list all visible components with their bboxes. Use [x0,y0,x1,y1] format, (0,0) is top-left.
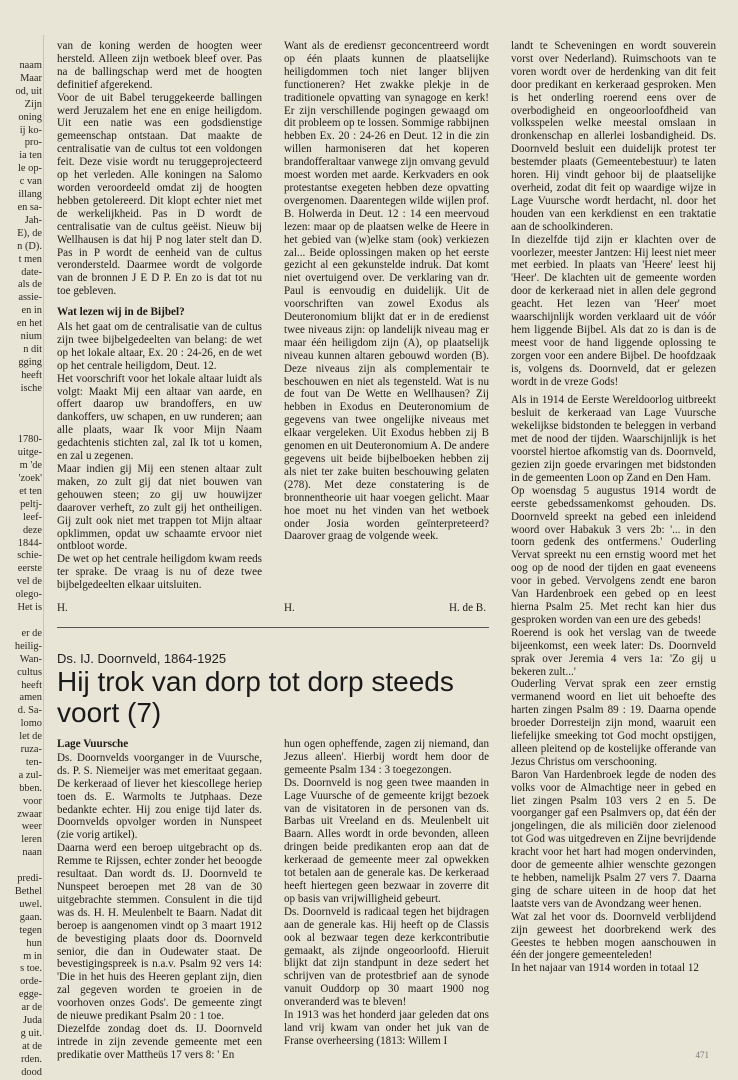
paragraph: Roerend is ook het verslag van de tweede bijeenkomst, een week later: Ds. Doornveld sprak over Jeremia 4 vers 1a: 'Zo gij u bekeren zult...' [511,626,716,678]
margin-fragment: ia ten [19,150,42,162]
paragraph: landt te Scheveningen en wordt souverein vorst over Nederland). Ruimschoots van te voren wordt over de herdenking van dit feit door predikant en kerkeraad gesproken. Men is het onderling roerend eens over de overbodigheid en ongeoorloofdheid van volksspelen welke meestal omslaan in dronkenschap en allerlei losbandigheid. Ds. Doornveld besluit een duidelijk protest ter bestemder plaats (Gemeentebestuur) te laten horen. Hij vindt gehoor bij de plaatselijke overheid, zodat dit feit op waardige wijze in Lage Vuursche wordt herdacht, nl. door het houden van een kerkdienst en een traktatie aan de schoolkinderen. [511,40,716,233]
margin-fragment: date- [21,266,42,278]
paragraph: In het najaar van 1914 worden in totaal 12 [511,962,699,975]
margin-fragment: Jah- [24,214,42,226]
left-margin-text [0,60,42,1078]
paragraph: De wet op het centrale heiligdom kwam reeds ter sprake. De vraag is nu of deze twee bijbelgedeelten elkaar uitsluiten. [57,553,262,592]
paragraph: Daarna werd een beroep uitgebracht op ds. Remme te Rijssen, echter zonder het beoogde resultaat. Dan wordt ds. IJ. Doornveld te Nunspeet beroepen met 28 van de 30 uitgebrachte stemmen. Consulent in die tijd was ds. H. H. Meulenbelt te Baarn. Nadat dit beroep is aangenomen vindt op 3 maart 1912 de bevestiging plaats door ds. Doornveld senior, die dan in Oudewater staat. De bevestigingspreek is n.a.v. Psalm 92 vers 14: 'Die in het huis des Heeren geplant zijn, dien zal gegeven worden te groeien in de voorhoven onzes Gods'. De gemeente zingt de nieuwe predikant Psalm 20 : 1 toe. [57,842,262,1023]
margin-fragment: naam [19,60,42,71]
signature-author: H. de B. [449,602,486,614]
margin-fragment: peltj- [20,498,42,510]
paragraph: Het voorschrift voor het lokale altaar luidt als volgt: Maakt Mij een altaar van aarde, en offert daarop uw brandoffers, en uw dankoffers, uw schapen, en uw runderen; aan alle plaats, waar Ik voor Mijn Naam gedachtenis stichten zal, zal Ik tot u komen, en zal u zegenen. [57,372,262,463]
paragraph: Als in 1914 de Eerste Wereldoorlog uitbreekt besluit de kerkeraad van Lage Vuursche wekelijkse bidstonden te beleggen in verband met de nood der tijden. Waarschijnlijk is het voorstel hiertoe afkomstig van ds. Doornveld, gezien zijn goede ervaringen met bidstonden in de gemeenten Loon op Zand en Den Ham. [511,394,716,484]
margin-fragment: en sa- [17,201,42,213]
margin-fragment: lomo [20,718,42,730]
margin-fragment: amen [19,692,42,704]
top-column-2 [284,40,489,575]
article-subtitle: Ds. IJ. Doornveld, 1864-1925 [57,651,227,666]
margin-fragment: weer [21,821,42,833]
margin-fragment: zwaar [17,808,42,820]
margin-fragment: eerste [17,563,42,575]
margin-fragment: s toe. [20,963,42,975]
margin-fragment: orde- [20,976,42,988]
paragraph: Op woensdag 5 augustus 1914 wordt de eerste gebedssamenkomst gehouden. Ds. Doornveld spreekt na gebed een inleidend woord over Habakuk 3 vers 2b: '... in den toorn gedenk des ontfermens.' Ouderling Vervat spreekt nu een ernstig woord met het oog op de nood der tijden en gaat eveneens voor in gebed. Vervolgens zendt ene baron Van Hardenbroek een gebed op en leest hierna Psalm 25. Met recht kan hier dus gesproken worden van een ure des gebeds! [511,484,716,626]
margin-fragment: Juda [22,1015,42,1027]
margin-fragment: 'zoek' [18,473,42,484]
paragraph: Want als de erediensт geconcentreerd wordt op één plaats kunnen de plaatselijke heiligdommen toch niet langer blijven functioneren? Het zwakke plekje in de traditionele opvatting van synagoge en kerk! Er zijn verschillende pogingen gewaagd om dit probleem op te lossen. Sommige rabbijnen hebben Ex. 20 : 24-26 en Deut. 12 in die zin willen harmoniseren dat het koperen brandofferaltaar vanwege zijn omvang gevuld moest worden met aarde. Kerkvaders en ook protestantse exegeten hebben deze opvatting overgenomen. Daarentegen wilde wijlen prof. B. Holwerda in Deut. 12 : 14 een meervoud lezen: maar op de plaatsen welke de Heere in het gebied van (w)elke stam (ook) verkiezen zal... Beide oplossingen maken op het eerste gezicht al een gekunstelde indruk. Dat komt niet overtuigend over. De verklaring van dr. Paul is eenvoudig en duidelijk. Uit de voorschriften van zowel Exodus als Deuteronomium blijkt dat er in de eredienst twee niveaus zijn: op landelijk niveau mag er maar één heiligdom zijn (A), op plaatselijk niveau kunnen altaren gebouwd worden (B). Deze niveaus zijn als complementair te beschouwen en niet als tegensteld. Wat is nu de fout van De Wette en Wellhausen? Zij hebben in Exodus en Deuteronomium de gegevens van twee ongelijke niveaus met elkaar vergeleken. Uit Exodus hebben zij B genomen en uit Deuteronomium A. De andere gegevens uit beide bijbelboeken hebben zij als niet ter zake buiten beschouwing gelaten (278). Met deze constatering is de bronnentheorie uit haar voegen gelicht. Maar hoe moet nu het vinden van het wetboek onder Josia worden geïnterpreteerd? Daarover graag de volgende week. [284,40,489,543]
page-gutter [43,35,44,1035]
paragraph: hun ogen opheffende, zagen zij niemand, dan Jezus alleen'. Hierbij wordt hem door de gemeente Psalm 134 : 3 toegezongen. [284,738,489,776]
margin-fragment: predi- [17,873,42,885]
margin-fragment: heeft [21,679,42,691]
margin-fragment: E), de [17,227,42,239]
article-column-2 [284,738,489,1047]
margin-fragment: hun [26,937,42,949]
margin-fragment: rden. [20,1053,42,1065]
margin-fragment: vel de [16,576,42,588]
paragraph: Diezelfde zondag doet ds. IJ. Doornveld intrede in zijn zevende gemeente met een predikatie over Mattheüs 17 vers 8: ' En [57,1022,262,1061]
margin-fragment: od, uit [15,85,42,97]
margin-fragment [0,421,42,434]
paragraph: Wat zal het voor ds. Doornveld verblijdend zijn geweest het doorbrekend werk des Geestes te hebben mogen aanschouwen in één der jongere gemeenteleden! [511,910,716,962]
margin-fragment: ruza- [20,744,42,756]
right-column [511,40,716,1030]
article-column-1 [57,738,262,1061]
margin-fragment: n (D). [17,240,42,252]
margin-fragment: bben. [19,782,42,794]
margin-fragment: Bethel [14,886,42,897]
margin-fragment: heeft [21,369,42,381]
margin-fragment [0,860,42,873]
paragraph: Maar indien gij Mij een stenen altaar zult maken, zo zult gij dat niet bouwen van gehouwen steen; zo gij uw houwijzer daarover verheft, zo zult gij het ontheiligen. Gij zult ook niet met trappen tot Mijn altaar opklimmen, opdat uw schaamte ervoor niet ontbloot worde. [57,463,262,553]
margin-fragment: let de [19,731,42,743]
margin-fragment: ij ko- [19,124,42,136]
paragraph: Ds. Doornveld is nog geen twee maanden in Lage Vuursche of de gemeente krijgt bezoek van de visitatoren in de personen van ds. Barbas uit Vreeland en ds. Meulenbelt uit Baarn. Alles wordt in orde bevonden, alleen dringen beide predikanten erop aan dat de kerkeraad de gemeente meer zal opwekken tot betalen aan de generale kas. De kerkeraad heeft hiertegen geen bezwaar in zoverre dit op basis van vrijwilligheid gebeurt. [284,776,489,905]
section-divider [57,627,489,628]
margin-fragment: Maar [20,72,42,84]
paragraph: Ouderling Vervat sprak een zeer ernstig vermanend woord en liet uit behoefte des harten zingen Psalm 89 : 19. Daarna opende broeder Dorresteijn zijn mond, waaruit een liefelijke smeeking tot God mocht opstijgen, alleen pleitend op de kostelijke offerande van Jezus Christus om verschooning. [511,678,716,768]
paragraph: In diezelfde tijd zijn er klachten over de voorlezer, meester Jantzen: Hij leest niet meer met eerbied. In plaats van 'Heere' leest hij 'Heer'. De klachten uit de gemeente worden door de kerkeraad niet in allen dele gegrond geacht. Het lezen van 'Heer' moet waarschijnlijk worden verklaard uit de vóór hem liggende Bijbel. Als dat zo is dan is de meest voor de hand liggende oplossing te zorgen voor een andere Bijbel. De hoofdzaak is, volgens ds. Doornveld, dat er gelezen wordt in de vreze Gods! [511,233,717,388]
paragraph: Als het gaat om de centralisatie van de cultus zijn twee bijbelgedeelten van belang: de wet op het lokale altaar, Ex. 20 : 24-26, en de wet op het centrale heiligdom, Deut. 12. [57,321,262,372]
margin-fragment: voor [22,795,42,807]
paragraph: Ds. Doornvelds voorganger in de Vuursche, ds. P. S. Niemeijer was met emeritaat gegaan. De kerkeraad of liever het kiescollege heriep toen ds. E. Warmolts te Jutphaas. Deze bedankte echter. Hij zou enige tijd later ds. Doornvelds opvolger worden in Nunspeet (zie vorig artikel). [57,751,262,842]
margin-fragment [0,408,42,421]
margin-fragment: nium [20,331,42,343]
margin-fragment: 1780- [17,434,42,446]
paragraph: Ds. Doornveld is radicaal tegen het bijdragen aan de generale kas. Hij heeft op de Classis ook al bezwaar tegen deze kerkcontributie gemaakt, als zijnde ongeoorloofd. Hieruit blijkt dat zijn standpunt in deze sedert het schrijven van de protestbrief aan de synode vanuit Ouddorp op 30 maart 1900 nog onveranderd was te bleven! [284,905,489,1009]
signature-left: H. [284,602,295,614]
margin-fragment: oning [18,111,42,123]
margin-fragment: d. Sa- [17,705,42,717]
margin-fragment: en het [16,318,42,330]
magazine-page [47,40,723,1061]
section-heading: Wat lezen wij in de Bijbel? [57,306,185,319]
margin-fragment: uwel. [19,898,42,910]
margin-fragment: heilig- [14,640,42,652]
paragraph: Voor de uit Babel teruggekeerde ballingen werd Jeruzalem het ene en enige heiligdom. Uit een natie was een godsdienstige gemeenschap ontstaan. Dat maakte de centralisatie van de cultus tot een voldongen feit. Deze visie wordt nu teruggeprojecteerd op het verleden. Alle koningen na Salomo worden veroordeeld omdat zij de hoogten hebben getolereerd. Dit klopt echter niet met de werkelijkheid. Pas in D wordt de centralisatie van de cultus geëist. Nieuw bij Wellhausen is dat hij P nog later stelt dan D. Pas in P wordt de eenheid van de cultus verondersteld. Daarmee wordt de volgorde van de bronnen J E D P. En zo is dat tot nu toe gebleven. [57,91,262,298]
margin-fragment: a zul- [18,769,42,781]
margin-fragment: tegen [19,924,42,936]
margin-fragment: at de [22,1040,42,1052]
margin-fragment: illang [18,189,42,201]
margin-fragment: ten- [25,756,42,768]
margin-fragment: Het is [17,602,42,614]
signature-initial: H. [57,602,68,614]
margin-fragment: leef- [22,511,42,523]
margin-fragment: le op- [18,163,42,175]
margin-fragment: c van [19,176,42,188]
margin-fragment: n dit [23,343,42,355]
margin-fragment: g uit. [20,1027,42,1039]
margin-fragment: en in [21,305,42,317]
margin-fragment: Wan- [19,653,42,665]
article-section-heading: Lage Vuursche [57,738,129,750]
margin-fragment: m in [23,950,42,962]
margin-fragment: als de [18,279,42,291]
margin-fragment: leren [21,834,42,846]
margin-fragment: schie- [17,550,42,562]
paragraph: van de koning werden de hoogten weer hersteld. Alleen zijn wetboek bleef over. Pas na de ballingschap werd met de hoogten definitief afgerekend. [57,40,262,91]
margin-fragment: naan [22,847,42,859]
margin-fragment: ar de [21,1002,42,1014]
margin-fragment: gging [18,356,42,368]
margin-fragment [0,615,42,628]
margin-fragment [0,396,42,409]
margin-fragment: dood [21,1066,42,1078]
margin-fragment: m 'de [19,460,42,472]
margin-fragment: et ten [19,485,42,497]
margin-fragment: Zijn [24,98,42,110]
top-column-1 [57,40,262,600]
margin-fragment: er de [21,627,42,639]
margin-fragment: pro- [24,137,42,149]
page-number: 471 [695,1050,709,1060]
margin-fragment: egge- [18,989,42,1001]
article-title: Hij trok van dorp tot dorp steeds voort (7) [57,666,454,728]
margin-fragment: olego- [15,589,42,601]
margin-fragment: ische [20,382,42,394]
paragraph: Baron Van Hardenbroek legde de noden des volks voor de Almachtige neer in gebed en liet zingen Psalm 103 vers 2 en 5. De voorganger gaf een Psalmvers op, dat één der jongelingen, die als miliciën door zielenood tot God was uitgedreven en Zijne bevrijdende kracht voor het hart had mogen ondervinden, door de gemeente alhier wenschte gezongen te hebben, namelijk Psalm 27 vers 7. Daarna ging de schare uiteen in de hoop dat het laatste vers van de Avondzang weer henen. [511,768,716,910]
margin-fragment: gaan. [19,911,42,923]
margin-fragment: deze [22,524,42,536]
margin-fragment: t men [18,253,42,265]
margin-fragment: cultus [17,666,42,678]
margin-fragment: assie- [18,292,42,304]
paragraph: In 1913 was het honderd jaar geleden dat ons land vrij kwam van onder het juk van de Franse overheersing (1813: Willem I [284,1009,489,1047]
margin-fragment: 1844- [17,537,42,549]
margin-fragment: uitge- [17,447,42,459]
